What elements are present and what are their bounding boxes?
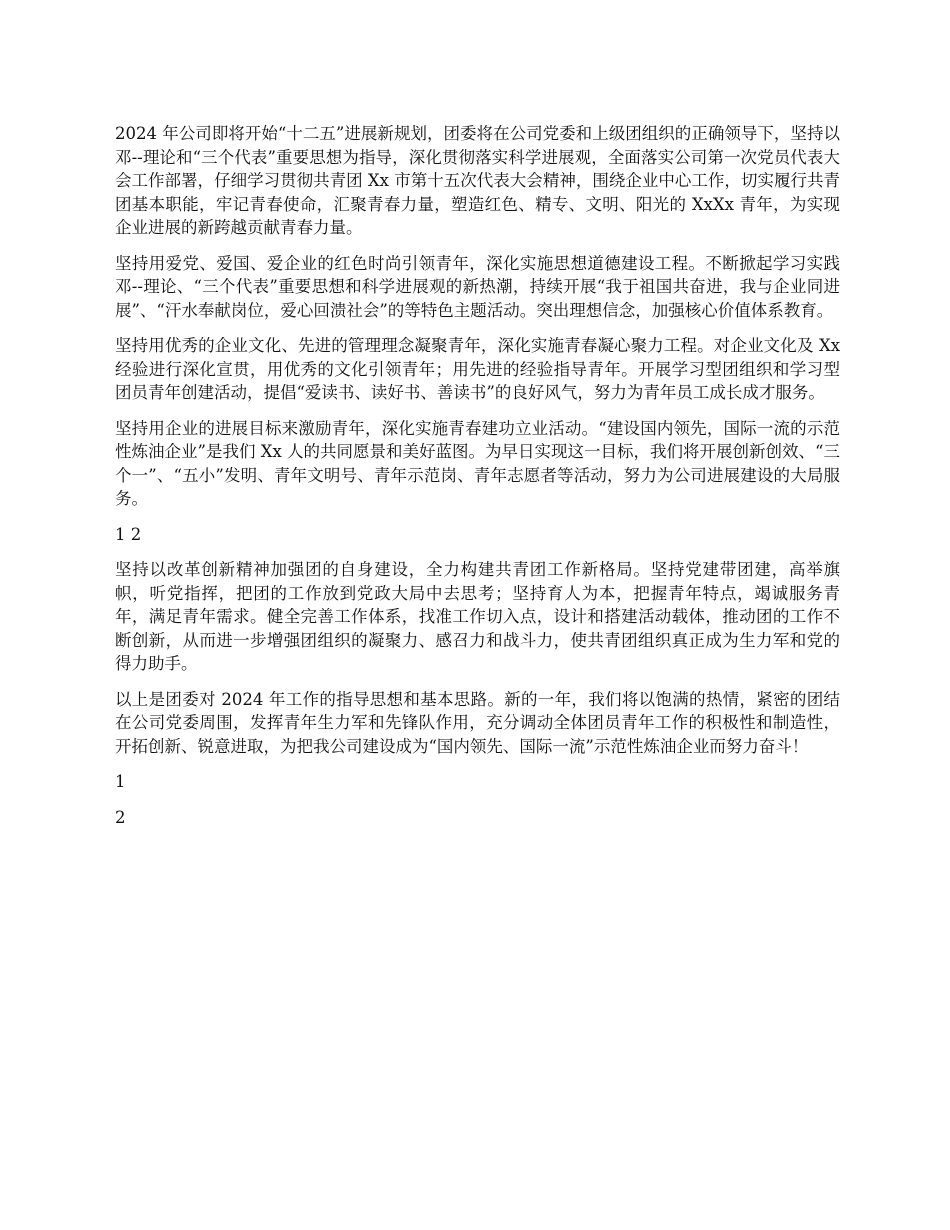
page-number-1: 1 xyxy=(115,772,126,791)
paragraph-number-marker: 1 2 xyxy=(115,524,142,544)
paragraph-conclusion: 以上是团委对 2024 年工作的指导思想和基本思路。新的一年，我们将以饱满的热情，紧密的团结在公司党委周围，发挥青年生力军和先锋队作用，充分调动全体团员青年工作的积极性和制造性，开拓创新、锐意进取，为把我公司建设成为“国内领先、国际一流”示范性炼油企业而努力奋斗！ xyxy=(115,689,840,756)
paragraph-corporate-culture: 坚持用优秀的企业文化、先进的管理理念凝聚青年，深化实施青春凝心聚力工程。对企业文化及 Xx 经验进行深化宣贯，用优秀的文化引领青年；用先进的经验指导青年。开展学习型团组织和学习型团员青年创建活动，提倡“爱读书、读好书、善读书”的良好风气，努力为青年员工成长成才服务。 xyxy=(115,336,840,402)
paragraph-ideological-education: 坚持用爱党、爱国、爱企业的红色时尚引领青年，深化实施思想道德建设工程。不断掀起学习实践邓--理论、“三个代表”重要思想和科学进展观的新热潮，持续开展“我于祖国共奋进，我与企业同进展”、“汗水奉献岗位，爱心回溃社会”的等特色主题活动。突出理想信念，加强核心价值体系教育。 xyxy=(115,253,840,320)
paragraph-development-goals: 坚持用企业的进展目标来激励青年，深化实施青春建功立业活动。“建设国内领先，国际一流的示范性炼油企业”是我们 Xx 人的共同愿景和美好蓝图。为早日实现这一目标，我们将开展创新创效、“三个一”、“五小”发明、青年文明号、青年示范岗、青年志愿者等活动，努力为公司进展建设的大局服务。 xyxy=(115,418,840,508)
paragraph-guiding-ideology: 2024 年公司即将开始“十二五”进展新规划，团委将在公司党委和上级团组织的正确领导下，坚持以邓--理论和“三个代表”重要思想为指导，深化贯彻落实科学进展观，全面落实公司第一次党员代表大会工作部署，仔细学习贯彻共青团 Xx 市第十五次代表大会精神，围绕企业中心工作，切实履行共青团基本职能，牢记青春使命，汇聚青春力量，塑造红色、精专、文明、阳光的 XxXx 青年，为实现企业进展的新跨越贡献青春力量。 xyxy=(115,124,840,237)
paragraph-reform-innovation: 坚持以改革创新精神加强团的自身建设，全力构建共青团工作新格局。坚持党建带团建，高举旗帜，听党指挥，把团的工作放到党政大局中去思考；坚持育人为本，把握青年特点，竭诚服务青年，满足青年需求。健全完善工作体系，找准工作切入点，设计和搭建活动载体，推动团的工作不断创新，从而进一步增强团组织的凝聚力、感召力和战斗力，使共青团组织真正成为生力军和党的得力助手。 xyxy=(115,560,840,673)
page-number-2: 2 xyxy=(115,807,126,827)
document-body xyxy=(115,122,840,841)
